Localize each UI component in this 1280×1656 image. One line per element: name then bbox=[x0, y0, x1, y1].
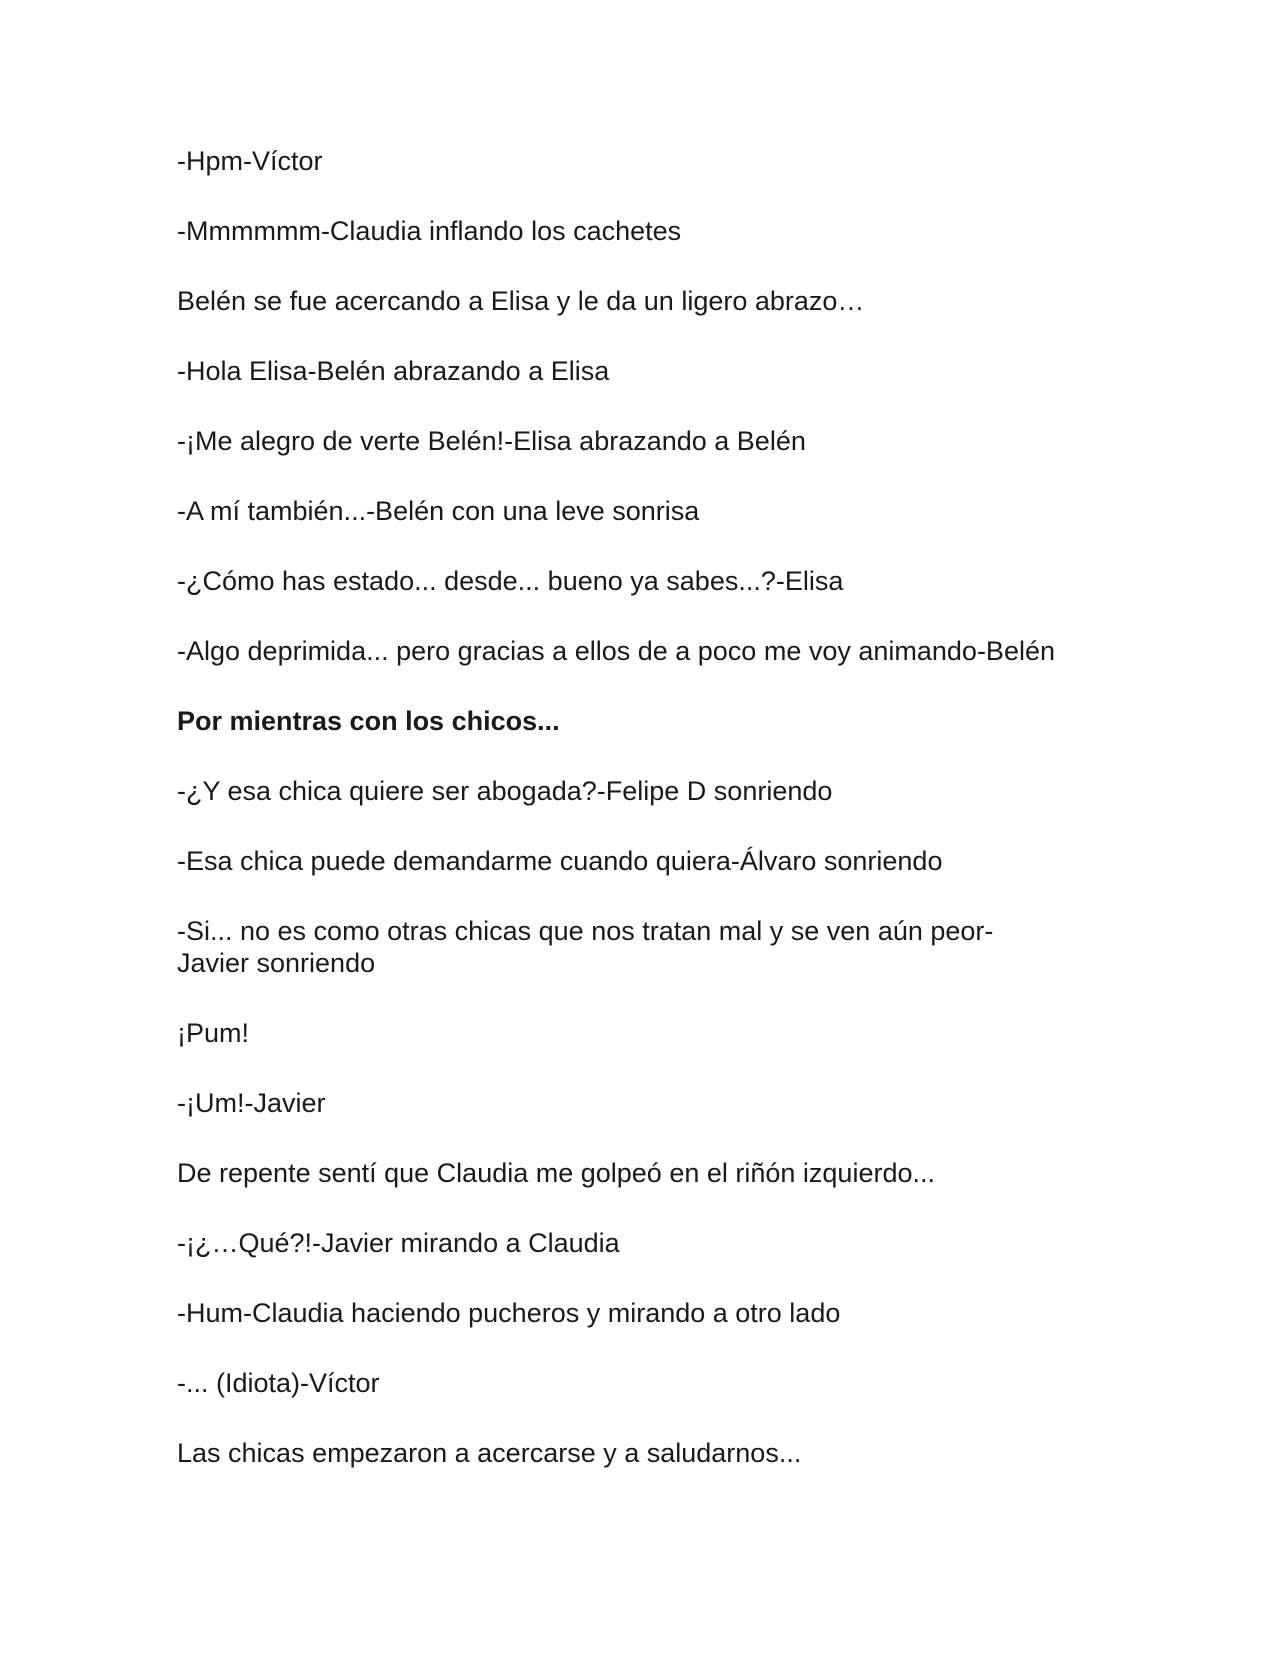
paragraph: -Hola Elisa-Belén abrazando a Elisa bbox=[177, 356, 610, 386]
paragraph: -Esa chica puede demandarme cuando quiera-Álvaro sonriendo bbox=[177, 846, 943, 876]
document-body bbox=[177, 145, 1107, 1507]
paragraph: -Hum-Claudia haciendo pucheros y mirando a otro lado bbox=[177, 1298, 841, 1328]
paragraph: -Si... no es como otras chicas que nos tratan mal y se ven aún peor- Javier sonriendo bbox=[177, 916, 994, 978]
paragraph: -A mí también...-Belén con una leve sonrisa bbox=[177, 496, 700, 526]
paragraph: -Hpm-Víctor bbox=[177, 146, 323, 176]
paragraph: Belén se fue acercando a Elisa y le da un ligero abrazo… bbox=[177, 286, 865, 316]
paragraph: -¡Um!-Javier bbox=[177, 1088, 326, 1118]
paragraph: -¡¿…Qué?!-Javier mirando a Claudia bbox=[177, 1228, 620, 1258]
paragraph: Las chicas empezaron a acercarse y a saludarnos... bbox=[177, 1438, 802, 1468]
paragraph: De repente sentí que Claudia me golpeó en el riñón izquierdo... bbox=[177, 1158, 935, 1188]
paragraph: -Mmmmmm-Claudia inflando los cachetes bbox=[177, 216, 682, 246]
paragraph: -Algo deprimida... pero gracias a ellos de a poco me voy animando-Belén bbox=[177, 636, 1055, 666]
paragraph: -¿Cómo has estado... desde... bueno ya sabes...?-Elisa bbox=[177, 566, 844, 596]
paragraph: -... (Idiota)-Víctor bbox=[177, 1368, 380, 1398]
section-heading: Por mientras con los chicos... bbox=[177, 706, 560, 736]
paragraph: -¡Me alegro de verte Belén!-Elisa abrazando a Belén bbox=[177, 426, 806, 456]
paragraph: -¿Y esa chica quiere ser abogada?-Felipe D sonriendo bbox=[177, 776, 833, 806]
paragraph: ¡Pum! bbox=[177, 1018, 250, 1048]
